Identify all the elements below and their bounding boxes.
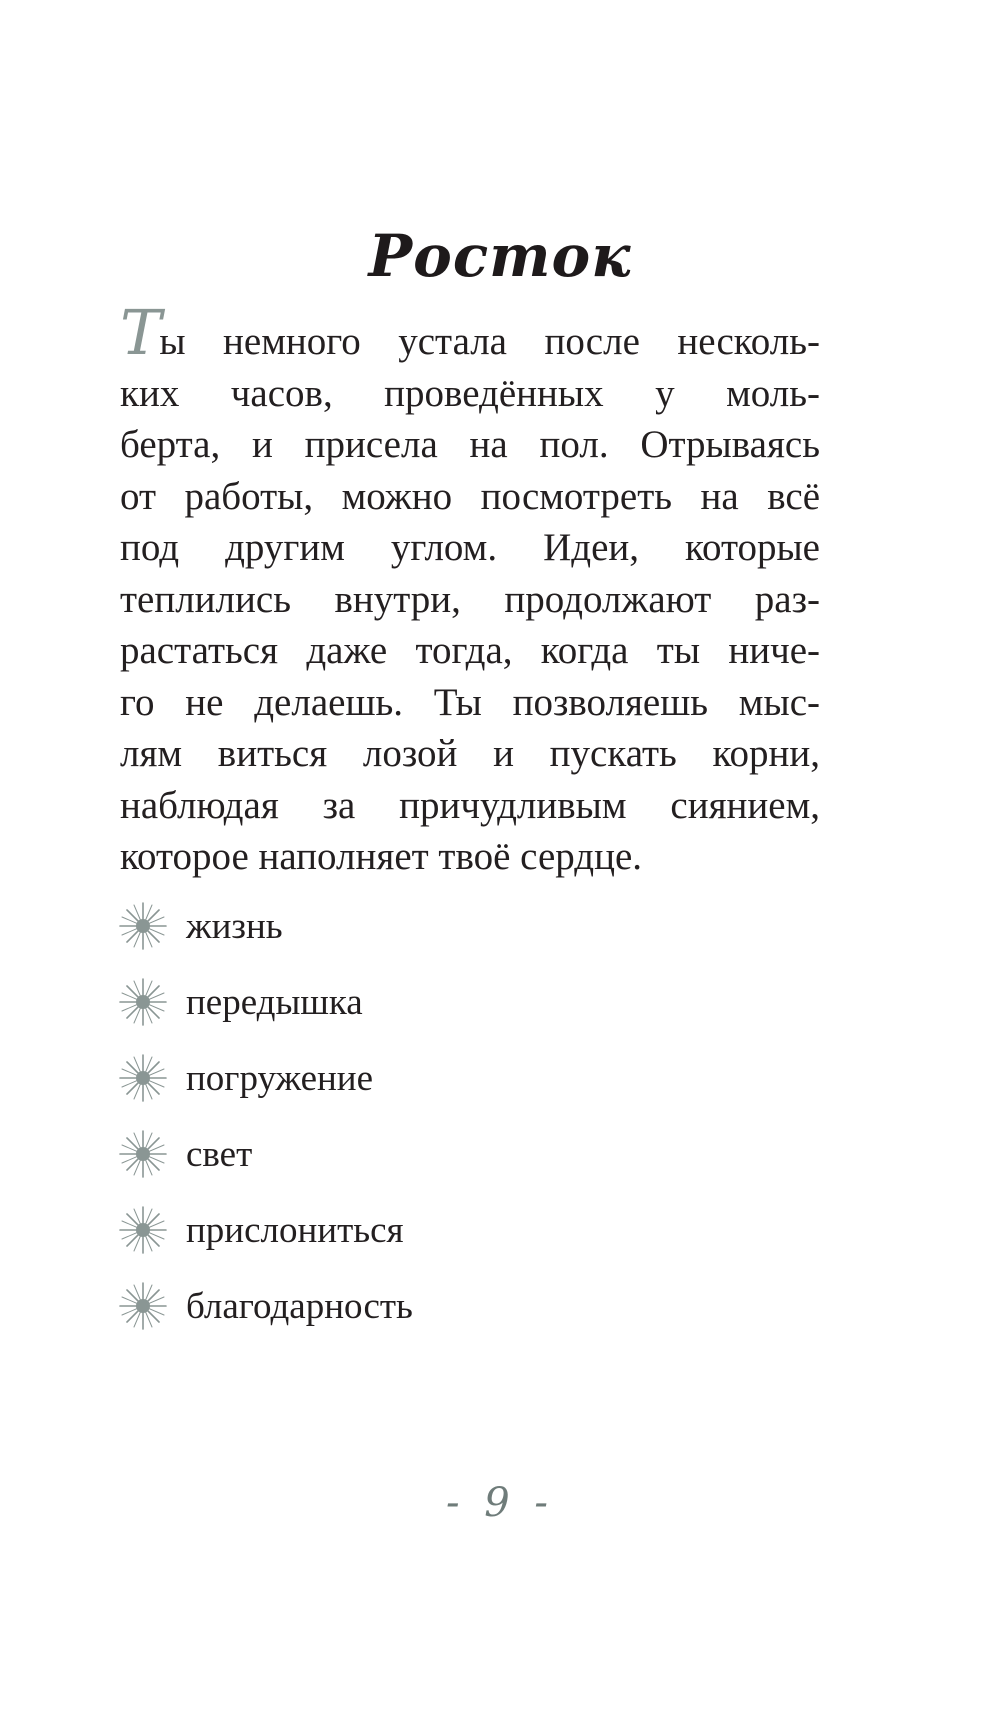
paragraph-line: от работы, можно посмотреть на всё [120, 474, 820, 518]
paragraph-line: лям виться лозой и пускать корни, [120, 732, 820, 775]
sparkle-icon [118, 1129, 168, 1179]
keyword-text: благодарность [186, 1285, 413, 1327]
page-title: Росток [368, 222, 632, 290]
paragraph-line: растаться даже тогда, когда ты ниче- [120, 629, 820, 672]
keyword-item [118, 1040, 413, 1116]
sparkle-icon [118, 1281, 168, 1331]
keyword-item [118, 1268, 413, 1344]
keyword-item [118, 888, 413, 964]
paragraph-line: берта, и присела на пол. Отрываясь [120, 423, 820, 466]
sparkle-icon [118, 1205, 168, 1255]
sparkle-icon [118, 1053, 168, 1103]
paragraph-line: теплились внутри, продолжают раз- [120, 577, 820, 621]
keyword-item [118, 964, 413, 1040]
keyword-list [118, 888, 413, 1344]
keyword-text: жизнь [186, 905, 283, 947]
paragraph-line: под другим углом. Идеи, которые [120, 526, 820, 569]
keyword-text: передышка [186, 981, 363, 1023]
keyword-item [118, 1192, 413, 1268]
keyword-text: прислониться [186, 1209, 404, 1251]
paragraph-line: которое наполняет твоё сердце. [120, 835, 643, 878]
page-number: - 9 - [446, 1480, 554, 1526]
drop-cap: Т [120, 296, 160, 369]
paragraph-line: ких часов, проведённых у моль- [120, 371, 820, 415]
sparkle-icon [118, 977, 168, 1027]
keyword-text: свет [186, 1133, 253, 1175]
keyword-text: погружение [186, 1057, 374, 1099]
keyword-item [118, 1116, 413, 1192]
paragraph-line: Ты немного устала после несколь- [120, 296, 820, 369]
paragraph-line: го не делаешь. Ты позволяешь мыс- [120, 680, 820, 724]
body-paragraph [120, 296, 820, 883]
sparkle-icon [118, 901, 168, 951]
paragraph-line: наблюдая за причудливым сиянием, [120, 783, 820, 827]
